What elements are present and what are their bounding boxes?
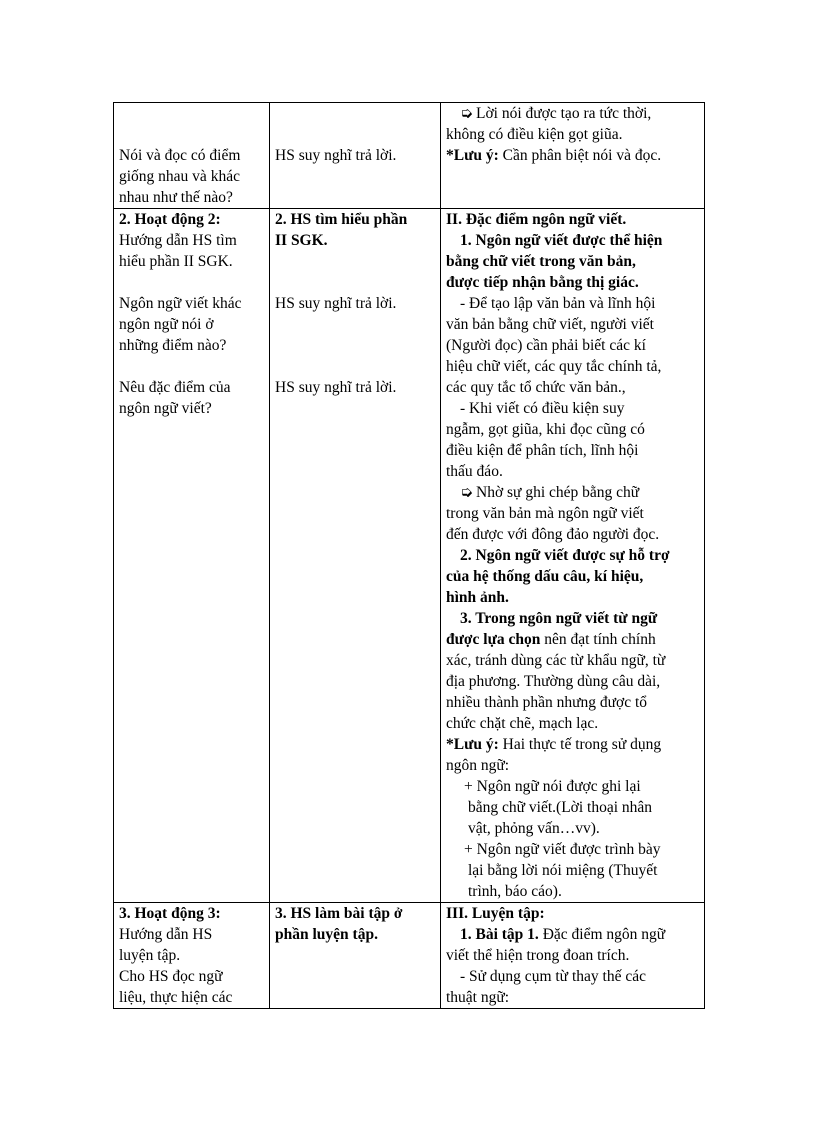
activity-cell: Nói và đọc có điểm giống nhau và khác nhau như thế nào?: [114, 103, 270, 209]
content-cell: III. Luyện tập: 1. Bài tập 1. Đặc điểm ngôn ngữ viết thể hiện trong đoan trích. - Sử dụng cụm từ thay thế các thuật ngữ:: [441, 903, 705, 1009]
student-cell: HS suy nghĩ trả lời.: [270, 103, 441, 209]
table-row: [114, 103, 705, 209]
lesson-table: [113, 102, 705, 1009]
table-row: [114, 903, 705, 1009]
activity-cell: 2. Hoạt động 2: Hướng dẫn HS tìm hiểu phần II SGK. Ngôn ngữ viết khác ngôn ngữ nói ở những điểm nào? Nêu đặc điểm của ngôn ngữ viết?: [114, 209, 270, 903]
student-cell: 3. HS làm bài tập ở phần luyện tập.: [270, 903, 441, 1009]
content-cell: II. Đặc điểm ngôn ngữ viết. 1. Ngôn ngữ viết được thể hiện bằng chữ viết trong văn bản, được tiếp nhận bằng thị giác. - Để tạo lập văn bản và lĩnh hội văn bản bằng chữ viết, người viết (Người đọc) cần phải biết các kí hiệu chữ viết, các quy tắc chính tả, các quy tắc tổ chức văn bản., - Khi viết có điều kiện suy ngẫm, gọt giũa, khi đọc cũng có điều kiện để phân tích, lĩnh hội thấu đáo. ➭ Nhờ sự ghi chép bằng chữ trong văn bản mà ngôn ngữ viết đến được với đông đảo người đọc. 2. Ngôn ngữ viết được sự hỗ trợ của hệ thống dấu câu, kí hiệu, hình ảnh. 3. Trong ngôn ngữ viết từ ngữ được lựa chọn nên đạt tính chính xác, tránh dùng các từ khẩu ngữ, từ địa phương. Thường dùng câu dài, nhiều thành phần nhưng được tổ chức chặt chẽ, mạch lạc. *Lưu ý: Hai thực tế trong sử dụng ngôn ngữ: + Ngôn ngữ nói được ghi lại bằng chữ viết.(Lời thoại nhân vật, phỏng vấn…vv). + Ngôn ngữ viết được trình bày lại bằng lời nói miệng (Thuyết trình, báo cáo).: [441, 209, 705, 903]
activity-cell: 3. Hoạt động 3: Hướng dẫn HS luyện tập. Cho HS đọc ngữ liệu, thực hiện các: [114, 903, 270, 1009]
student-cell: 2. HS tìm hiểu phần II SGK. HS suy nghĩ trả lời. HS suy nghĩ trả lời.: [270, 209, 441, 903]
table-row: [114, 209, 705, 903]
content-cell: ➭ Lời nói được tạo ra tức thời, không có điều kiện gọt giũa. *Lưu ý: Cần phân biệt nói và đọc.: [441, 103, 705, 209]
arrow-icon: ➭: [460, 105, 473, 122]
arrow-icon: ➭: [460, 484, 473, 501]
